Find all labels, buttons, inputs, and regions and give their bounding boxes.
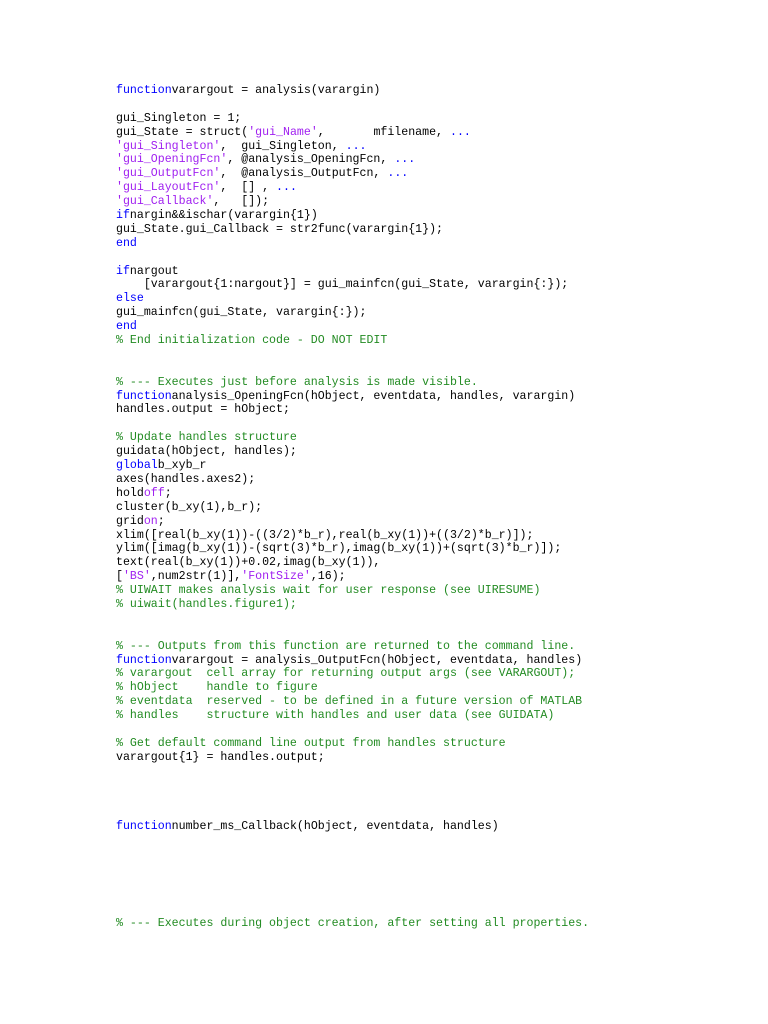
code-token-text: , [] , <box>220 181 277 195</box>
code-token-keyword: else <box>116 292 144 306</box>
code-token-text: ; <box>157 514 165 528</box>
code-line <box>116 473 756 487</box>
code-token-keyword: function <box>116 84 172 97</box>
code-token-text: gui_Singleton = 1; <box>116 111 242 125</box>
blank-line <box>116 848 756 862</box>
code-token-keyword: if <box>116 209 130 223</box>
code-line <box>116 112 756 126</box>
code-line <box>116 487 756 501</box>
code-token-comment: % UIWAIT makes analysis wait for user response (see UIRESUME) <box>116 584 541 598</box>
code-line <box>116 292 756 306</box>
code-token-text: hold <box>116 486 144 500</box>
code-line <box>116 445 756 459</box>
code-line <box>116 376 756 390</box>
blank-line <box>116 417 756 431</box>
code-token-text: cluster(b_xy(1),b_r); <box>116 500 263 514</box>
code-token-text: , []); <box>213 195 270 209</box>
code-token-string: 'BS' <box>122 570 151 584</box>
code-token-comment: % hObject handle to figure <box>116 681 318 695</box>
code-line <box>116 459 756 473</box>
code-line <box>116 542 756 556</box>
code-token-text: varargout = analysis_OutputFcn(hObject, eventdata, handles) <box>171 653 583 667</box>
code-token-text: , mfilename, <box>317 125 450 139</box>
code-token-text: ,num2str(1)], <box>150 570 242 584</box>
code-line <box>116 181 756 195</box>
code-token-text: b_xyb_r <box>157 459 207 473</box>
code-token-keyword: end <box>116 236 137 250</box>
code-token-string: 'gui_Callback' <box>116 195 214 209</box>
code-line <box>116 265 756 279</box>
code-line <box>116 820 756 834</box>
blank-line <box>116 806 756 820</box>
code-token-string: 'gui_LayoutFcn' <box>116 181 221 195</box>
code-line <box>116 695 756 709</box>
code-line <box>116 515 756 529</box>
code-token-text: [ <box>116 570 123 584</box>
blank-line <box>116 765 756 779</box>
code-token-comment: % eventdata reserved - to be defined in a future version of MATLAB <box>116 695 583 709</box>
code-token-comment: % --- Outputs from this function are returned to the command line. <box>116 639 576 653</box>
code-line <box>116 306 756 320</box>
blank-line <box>116 612 756 626</box>
code-token-text: gui_State = struct( <box>116 125 249 139</box>
blank-line <box>116 779 756 793</box>
code-token-text: , @analysis_OutputFcn, <box>220 167 388 181</box>
code-line <box>116 237 756 251</box>
code-token-text: number_ms_Callback(hObject, eventdata, handles) <box>171 820 499 834</box>
code-token-keyword: ... <box>387 167 409 181</box>
blank-line <box>116 862 756 876</box>
blank-line <box>116 834 756 848</box>
code-line <box>116 403 756 417</box>
code-line <box>116 570 756 584</box>
code-token-keyword: ... <box>345 139 367 153</box>
code-token-text: nargout <box>129 264 179 278</box>
code-token-text: analysis_OpeningFcn(hObject, eventdata, handles, varargin) <box>171 389 576 403</box>
code-token-comment: % varargout cell array for returning output args (see VARARGOUT); <box>116 667 576 681</box>
blank-line <box>116 362 756 376</box>
code-token-keyword: end <box>116 320 137 334</box>
code-token-comment: % Update handles structure <box>116 431 297 445</box>
code-token-string: 'gui_OpeningFcn' <box>116 153 228 167</box>
code-line <box>116 737 756 751</box>
code-line <box>116 501 756 515</box>
code-line <box>116 84 756 98</box>
code-token-string: 'gui_Singleton' <box>116 139 221 153</box>
code-token-text: ylim([imag(b_xy(1))-(sqrt(3)*b_r),imag(b_xy(1))+(sqrt(3)*b_r)]); <box>116 542 562 556</box>
code-token-keyword: function <box>116 820 172 834</box>
code-line <box>116 278 756 292</box>
code-token-text: guidata(hObject, handles); <box>116 445 297 459</box>
code-line <box>116 390 756 404</box>
matlab-code-listing <box>116 84 756 931</box>
code-token-text: gui_State.gui_Callback = str2func(varargin{1}); <box>116 222 443 236</box>
code-line <box>116 654 756 668</box>
code-line <box>116 584 756 598</box>
blank-line <box>116 904 756 918</box>
code-line <box>116 167 756 181</box>
blank-line <box>116 98 756 112</box>
code-line <box>116 598 756 612</box>
code-token-keyword: if <box>116 264 130 278</box>
code-line <box>116 556 756 570</box>
blank-line <box>116 251 756 265</box>
code-line <box>116 223 756 237</box>
code-token-comment: % handles structure with handles and user data (see GUIDATA) <box>116 709 555 723</box>
code-line <box>116 751 756 765</box>
code-token-comment: % End initialization code - DO NOT EDIT <box>116 334 388 348</box>
code-line <box>116 140 756 154</box>
code-token-comment: % Get default command line output from handles structure <box>116 736 506 750</box>
code-token-text: ,16); <box>310 570 346 584</box>
code-token-text: , gui_Singleton, <box>220 139 346 153</box>
code-token-string: on <box>143 514 158 528</box>
blank-line <box>116 890 756 904</box>
code-token-comment: % --- Executes just before analysis is made visible. <box>116 375 478 389</box>
code-token-text: ; <box>164 486 172 500</box>
code-token-keyword: ... <box>276 181 297 195</box>
code-token-string: off <box>143 486 165 500</box>
code-token-keyword: function <box>116 653 172 667</box>
code-line <box>116 431 756 445</box>
code-line <box>116 709 756 723</box>
code-token-comment: % --- Executes during object creation, after setting all properties. <box>116 917 590 931</box>
code-line <box>116 153 756 167</box>
code-line <box>116 126 756 140</box>
code-token-comment: % uiwait(handles.figure1); <box>116 597 297 611</box>
code-line <box>116 917 756 931</box>
code-token-text: grid <box>116 514 144 528</box>
code-token-text: nargin&&ischar(varargin{1}) <box>129 209 318 223</box>
code-token-string: 'gui_Name' <box>248 125 318 139</box>
code-token-text: [varargout{1:nargout}] = gui_mainfcn(gui_State, varargin{:}); <box>116 278 569 292</box>
code-token-string: 'FontSize' <box>241 570 311 584</box>
code-token-keyword: function <box>116 389 172 403</box>
blank-line <box>116 626 756 640</box>
blank-line <box>116 792 756 806</box>
code-token-keyword: ... <box>394 153 416 167</box>
code-line <box>116 334 756 348</box>
code-token-text: axes(handles.axes2); <box>116 472 256 486</box>
code-token-keyword: global <box>116 459 158 473</box>
code-line <box>116 320 756 334</box>
code-token-text: gui_mainfcn(gui_State, varargin{:}); <box>116 306 367 320</box>
code-token-text: , @analysis_OpeningFcn, <box>227 153 395 167</box>
code-line <box>116 640 756 654</box>
code-line <box>116 667 756 681</box>
code-line <box>116 529 756 543</box>
code-token-text: varargout = analysis(varargin) <box>171 84 381 97</box>
blank-line <box>116 876 756 890</box>
code-line <box>116 195 756 209</box>
blank-line <box>116 723 756 737</box>
code-token-text: text(real(b_xy(1))+0.02,imag(b_xy(1)), <box>116 556 381 570</box>
code-token-text: xlim([real(b_xy(1))-((3/2)*b_r),real(b_xy(1))+((3/2)*b_r)]); <box>116 528 534 542</box>
code-line <box>116 681 756 695</box>
code-token-text: handles.output = hObject; <box>116 403 290 417</box>
code-token-text: varargout{1} = handles.output; <box>116 750 325 764</box>
code-line <box>116 209 756 223</box>
blank-line <box>116 348 756 362</box>
code-token-string: 'gui_OutputFcn' <box>116 167 221 181</box>
code-token-keyword: ... <box>449 125 471 139</box>
